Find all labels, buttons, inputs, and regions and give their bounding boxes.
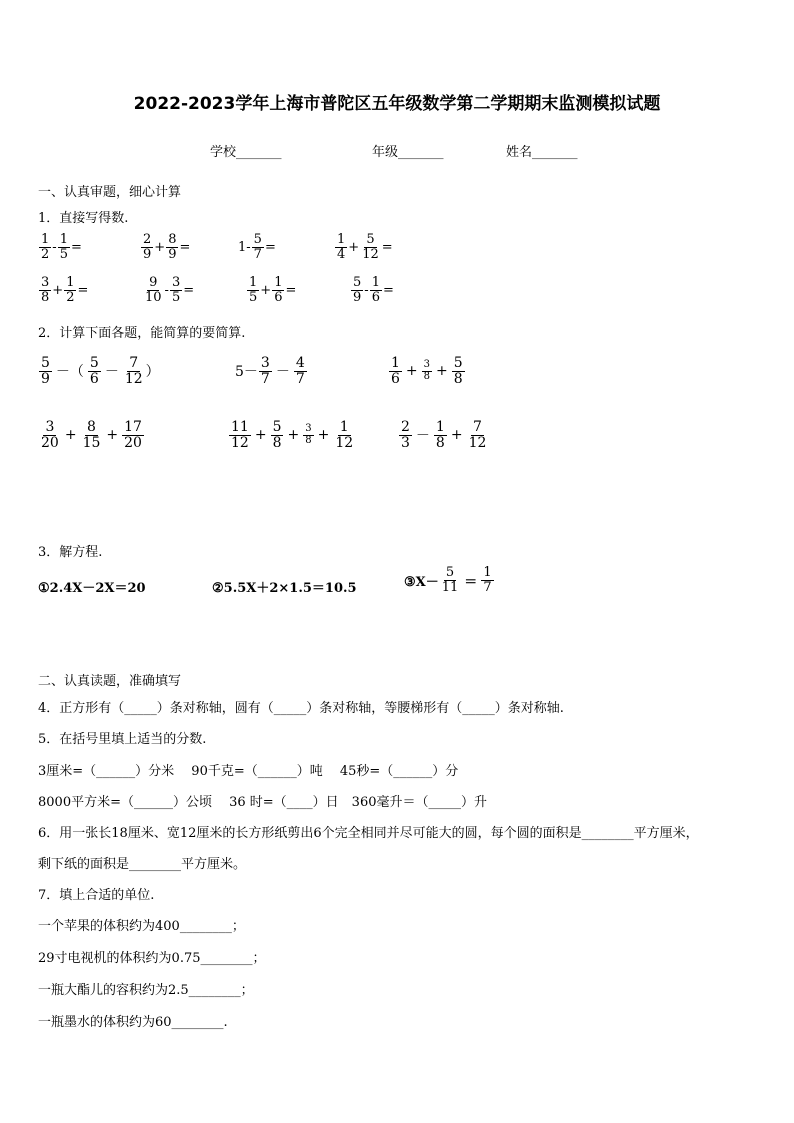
- q1-item-7: $\frac{1}{5}$ + $\frac{1}{6}$ =: [249, 275, 297, 305]
- q7-item-1: 一个苹果的体积约为400________；: [38, 919, 245, 934]
- q2-expr-2: 5－ $\frac{3}{7}$ － $\frac{4}{7}$: [235, 355, 305, 387]
- q2-expr-1: $\frac{5}{9}$ －（ $\frac{5}{6}$ － $\frac{7}{12}$ ）: [41, 355, 160, 387]
- q3-equation-1: ①2.4X－2X＝20: [38, 581, 146, 596]
- section-2-heading: 二、认真读题，准确填写: [38, 674, 182, 689]
- name-field: 姓名_______: [506, 145, 578, 160]
- question-6-line-1: 6．用一张长18厘米、宽12厘米的长方形纸剪出6个完全相同并尽可能大的圆，每个圆的面积是________平方厘米，: [38, 826, 699, 841]
- q1-item-4: $\frac{1}{4}$ + $\frac{5}{12}$ =: [337, 232, 393, 262]
- q7-item-4: 一瓶墨水的体积约为60________.: [38, 1015, 228, 1030]
- section-1-heading: 一、认真审题，细心计算: [38, 185, 182, 200]
- question-3: 3．解方程.: [38, 545, 103, 560]
- question-2: 2．计算下面各题，能简算的要简算.: [38, 326, 246, 341]
- q1-item-1: $\frac{1}{2}$ - $\frac{1}{5}$ =: [41, 232, 82, 262]
- question-7: 7．填上合适的单位.: [38, 888, 155, 903]
- q3-equation-2: ②5.5X＋2×1.5＝10.5: [212, 581, 357, 596]
- q5-line-1: 3厘米=（______）分米 90千克=（______）吨 45秒=（______）分: [38, 764, 459, 779]
- q5-line-2: 8000平方米=（______）公顷 36 时=（____）日 360毫升＝（_____）升: [38, 795, 487, 810]
- grade-field: 年级_______: [372, 145, 444, 160]
- question-6-line-2: 剩下纸的面积是________平方厘米。: [38, 857, 247, 872]
- q1-item-5: $\frac{3}{8}$ + $\frac{1}{2}$ =: [41, 275, 89, 305]
- q2-expr-6: $\frac{2}{3}$ － $\frac{1}{8}$ + $\frac{7}{12}$: [401, 419, 487, 451]
- q7-item-3: 一瓶大酯儿的容积约为2.5________；: [38, 983, 254, 998]
- question-1: 1．直接写得数.: [38, 211, 129, 226]
- question-4: 4．正方形有（_____）条对称轴，圆有（_____）条对称轴，等腰梯形有（_____）条对称轴.: [38, 701, 564, 716]
- question-5: 5．在括号里填上适当的分数.: [38, 732, 207, 747]
- q2-expr-4: $\frac{3}{20}$ + $\frac{8}{15}$ + $\frac{17}{20}$: [41, 419, 142, 451]
- q1-item-2: $\frac{2}{9}$ + $\frac{8}{9}$ =: [143, 232, 191, 262]
- page-title: 2022-2023学年上海市普陀区五年级数学第二学期期末监测模拟试题: [133, 94, 661, 114]
- q7-item-2: 29寸电视机的体积约为0.75________；: [38, 951, 266, 966]
- q2-expr-5: $\frac{11}{12}$ + $\frac{5}{8}$ + $\frac{3}{8}$ + $\frac{1}{12}$: [231, 419, 354, 451]
- q1-item-8: $\frac{5}{9}$ - $\frac{1}{6}$ =: [353, 275, 394, 305]
- q3-equation-3: ③X－ $\frac{5}{11}$ ＝ $\frac{1}{7}$: [404, 565, 492, 595]
- school-field: 学校_______: [210, 145, 282, 160]
- q2-expr-3: $\frac{1}{6}$ + $\frac{3}{8}$ + $\frac{5}{8}$: [391, 355, 463, 387]
- q1-item-6: $\frac{9}{10}$ - $\frac{3}{5}$ =: [145, 275, 195, 305]
- q1-item-3: 1- $\frac{5}{7}$ =: [238, 232, 276, 262]
